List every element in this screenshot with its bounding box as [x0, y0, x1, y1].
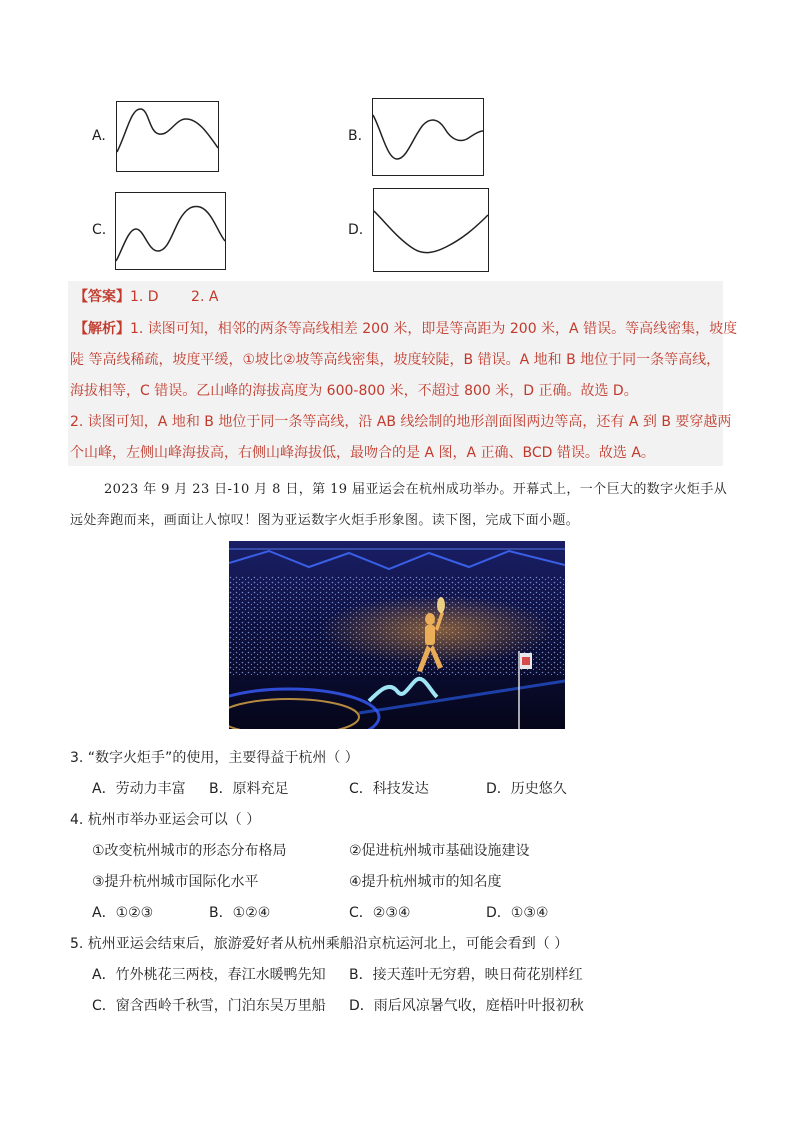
profile-chart-b [372, 98, 484, 176]
question-4-stem: 4. 杭州市举办亚运会可以（ ） [70, 812, 261, 828]
analysis-line-5: 个山峰，左侧山峰海拔高，右侧山峰海拔低，最吻合的是 A 图，A 正确、BCD 错误。故选 A。 [70, 445, 655, 461]
intro-line-2: 远处奔跑而来，画面让人惊叹！图为亚运数字火炬手形象图。读下图，完成下面小题。 [70, 513, 580, 528]
profile-chart-d [373, 188, 489, 272]
profile-curve-d [374, 211, 488, 253]
profile-curve-b [373, 115, 483, 159]
answer-analysis-block [68, 281, 723, 466]
question-4-option-c[interactable]: C．②③④ [349, 905, 411, 921]
question-3-option-a[interactable]: A．劳动力丰富 [92, 781, 186, 797]
analysis-line-4: 2. 读图可知，A 地和 B 地位于同一条等高线，沿 AB 线绘制的地形剖面图两边等高，还有 A 到 B 要穿越两 [70, 414, 732, 430]
analysis-text-1: 1. 读图可知，相邻的两条等高线相差 200 米，即是等高距为 200 米，A 错误。等高线密集，坡度 [130, 321, 738, 337]
question-3-option-d[interactable]: D．历史悠久 [486, 781, 567, 797]
analysis-line-3: 海拔相等，C 错误。乙山峰的海拔高度为 600-800 米，不超过 800 米，D 正确。故选 D。 [70, 383, 638, 399]
question-5-option-b[interactable]: B．接天莲叶无穷碧，映日荷花别样红 [349, 967, 583, 983]
answer-tag: 【答案】 [74, 289, 130, 305]
question-3-option-b[interactable]: B．原料充足 [209, 781, 289, 797]
analysis-line-2: 陡 等高线稀疏，坡度平缓，①坡比②坡等高线密集，坡度较陡，B 错误。A 地和 B 地位于同一条等高线， [70, 352, 721, 368]
profile-curve-c [116, 207, 225, 262]
question-5-stem: 5. 杭州亚运会结束后，旅游爱好者从杭州乘船沿京杭运河北上，可能会看到（ ） [70, 936, 569, 952]
intro-line-1: 2023 年 9 月 23 日-10 月 8 日，第 19 届亚运会在杭州成功举办。开幕式上，一个巨大的数字火炬手从 [104, 482, 728, 497]
question-5-option-d[interactable]: D．雨后风凉暑气收，庭梧叶叶报初秋 [349, 998, 584, 1014]
answer-line [74, 287, 218, 307]
analysis-line-1 [74, 319, 737, 339]
option-a-label: A. [92, 128, 106, 144]
question-4-statement-2: ②促进杭州城市基础设施建设 [349, 843, 530, 859]
question-3-option-c[interactable]: C．科技发达 [349, 781, 429, 797]
question-4-statement-3: ③提升杭州城市国际化水平 [92, 874, 259, 890]
option-d-label: D. [348, 222, 364, 238]
profile-chart-a [116, 101, 219, 172]
option-c-label: C. [92, 222, 107, 238]
question-4-option-d[interactable]: D．①③④ [486, 905, 549, 921]
question-4-statement-1: ①改变杭州城市的形态分布格局 [92, 843, 287, 859]
question-4-statement-4: ④提升杭州城市的知名度 [349, 874, 502, 890]
question-5-option-a[interactable]: A．竹外桃花三两枝，春江水暖鸭先知 [92, 967, 326, 983]
analysis-tag: 【解析】 [74, 321, 130, 337]
profile-chart-c [115, 192, 226, 270]
question-4-option-a[interactable]: A．①②③ [92, 905, 154, 921]
question-4-option-b[interactable]: B．①②④ [209, 905, 271, 921]
profile-curve-a [117, 109, 218, 152]
answer-text: 1. D 2. A [130, 289, 219, 305]
option-b-label: B. [348, 128, 363, 144]
digital-torchbearer-photo [229, 541, 565, 729]
question-3-stem: 3. “数字火炬手”的使用，主要得益于杭州（ ） [70, 750, 359, 766]
question-5-option-c[interactable]: C．窗含西岭千秋雪，门泊东吴万里船 [92, 998, 326, 1014]
